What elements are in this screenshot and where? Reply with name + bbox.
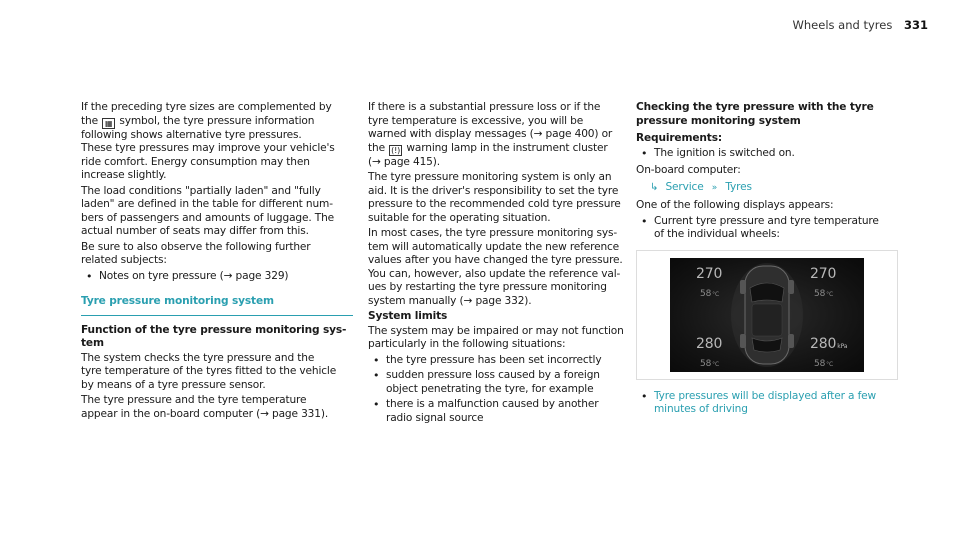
onboard-computer-label: On-board computer:	[636, 164, 741, 176]
front-left-temp: 58°C	[700, 288, 720, 299]
tyre-pressure-info-symbol-icon: ▦	[102, 118, 115, 129]
displays-intro: One of the following displays appears:	[636, 199, 834, 211]
column-1	[81, 101, 353, 423]
limit-item: • sudden pressure loss caused by a foreign object penetrating the tyre, for example	[368, 369, 624, 396]
menu-path	[636, 181, 898, 196]
double-chevron-icon: »	[711, 182, 718, 193]
tyre-pressure-display-figure	[636, 250, 898, 380]
requirement-item: • The ignition is switched on.	[636, 147, 898, 161]
display-option-current: • Current tyre pressure and tyre temperature of the individual wheels:	[636, 215, 898, 242]
limit-item: • there is a malfunction caused by another radio signal source	[368, 398, 624, 425]
rear-right-temp: 58°C	[814, 358, 834, 369]
paragraph-tyre-sizes: If the preceding tyre sizes are complemented by the ▦ symbol, the tyre pressure information following shows alternative tyre pressures. These tyre pressures may improve your vehicle's ride comfort. Energy consumption may then increase slightly.	[81, 101, 335, 181]
requirements-title: Requirements:	[636, 132, 722, 144]
section-name: Wheels and tyres	[792, 18, 893, 32]
menu-entry-arrow-icon: ↳	[650, 181, 659, 193]
system-limits-title: System limits	[368, 310, 448, 322]
section-title-tpms: Tyre pressure monitoring system	[81, 295, 353, 316]
checking-title: Checking the tyre pressure with the tyre pressure monitoring system	[636, 101, 874, 127]
paragraph-display-location: The tyre pressure and the tyre temperature appear in the on-board computer (→ page 331).	[81, 394, 329, 420]
paragraph-related: Be sure to also observe the following further related subjects:	[81, 240, 311, 266]
link-notes-tyre-pressure[interactable]: • Notes on tyre pressure (→ page 329)	[81, 270, 353, 284]
paragraph-system-checks: The system checks the tyre pressure and the tyre temperature of the tyres fitted to the vehicle by means of a tyre pressure sensor.	[81, 351, 337, 391]
tyre-pressure-screen	[670, 258, 864, 372]
rear-left-temp: 58°C	[700, 358, 720, 369]
front-left-pressure: 270	[696, 265, 723, 282]
menu-item-tyres[interactable]: Tyres	[725, 180, 752, 193]
rear-right-pressure: 280kPa	[810, 335, 848, 352]
paragraph-limits: The system may be impaired or may not function particularly in the following situations:	[368, 324, 624, 350]
paragraph-driver-responsibility: The tyre pressure monitoring system is only an aid. It is the driver's responsibility to set the tyre pressure to the recommended cold tyre pressure suitable for the operating situation.	[368, 171, 621, 224]
display-option-delayed: • Tyre pressures will be displayed after a few minutes of driving	[636, 390, 898, 417]
limit-item: • the tyre pressure has been set incorrectly	[368, 354, 624, 368]
paragraph-reference-values: In most cases, the tyre pressure monitoring sys- tem will automatically update the new reference values after you have changed the tyre pressure. You can, however, also update the reference val- ues by restarting the tyre pressure monitoring system manually (→ page 332).	[368, 227, 623, 307]
tyre-pressure-warning-lamp-icon: (!)	[391, 145, 401, 155]
page-number: 331	[903, 18, 928, 32]
column-3	[636, 101, 898, 419]
paragraph-load-conditions: The load conditions "partially laden" and "fully laden" are defined in the table for different num- bers of passengers and amounts of luggage. The actual number of seats may differ from this.	[81, 184, 335, 237]
menu-item-service[interactable]: Service	[665, 180, 704, 193]
rear-left-pressure: 280	[696, 335, 723, 352]
function-title: Function of the tyre pressure monitoring sys- tem	[81, 323, 347, 349]
front-right-pressure: 270	[810, 265, 837, 282]
column-2	[368, 101, 624, 427]
front-right-temp: 58°C	[814, 288, 834, 299]
page-header	[793, 18, 928, 32]
paragraph-pressure-loss: If there is a substantial pressure loss or if the tyre temperature is excessive, you will be warned with display messages (→ page 400) or the (!) warning lamp in the instrument cluster (→ page 415).	[368, 101, 613, 168]
